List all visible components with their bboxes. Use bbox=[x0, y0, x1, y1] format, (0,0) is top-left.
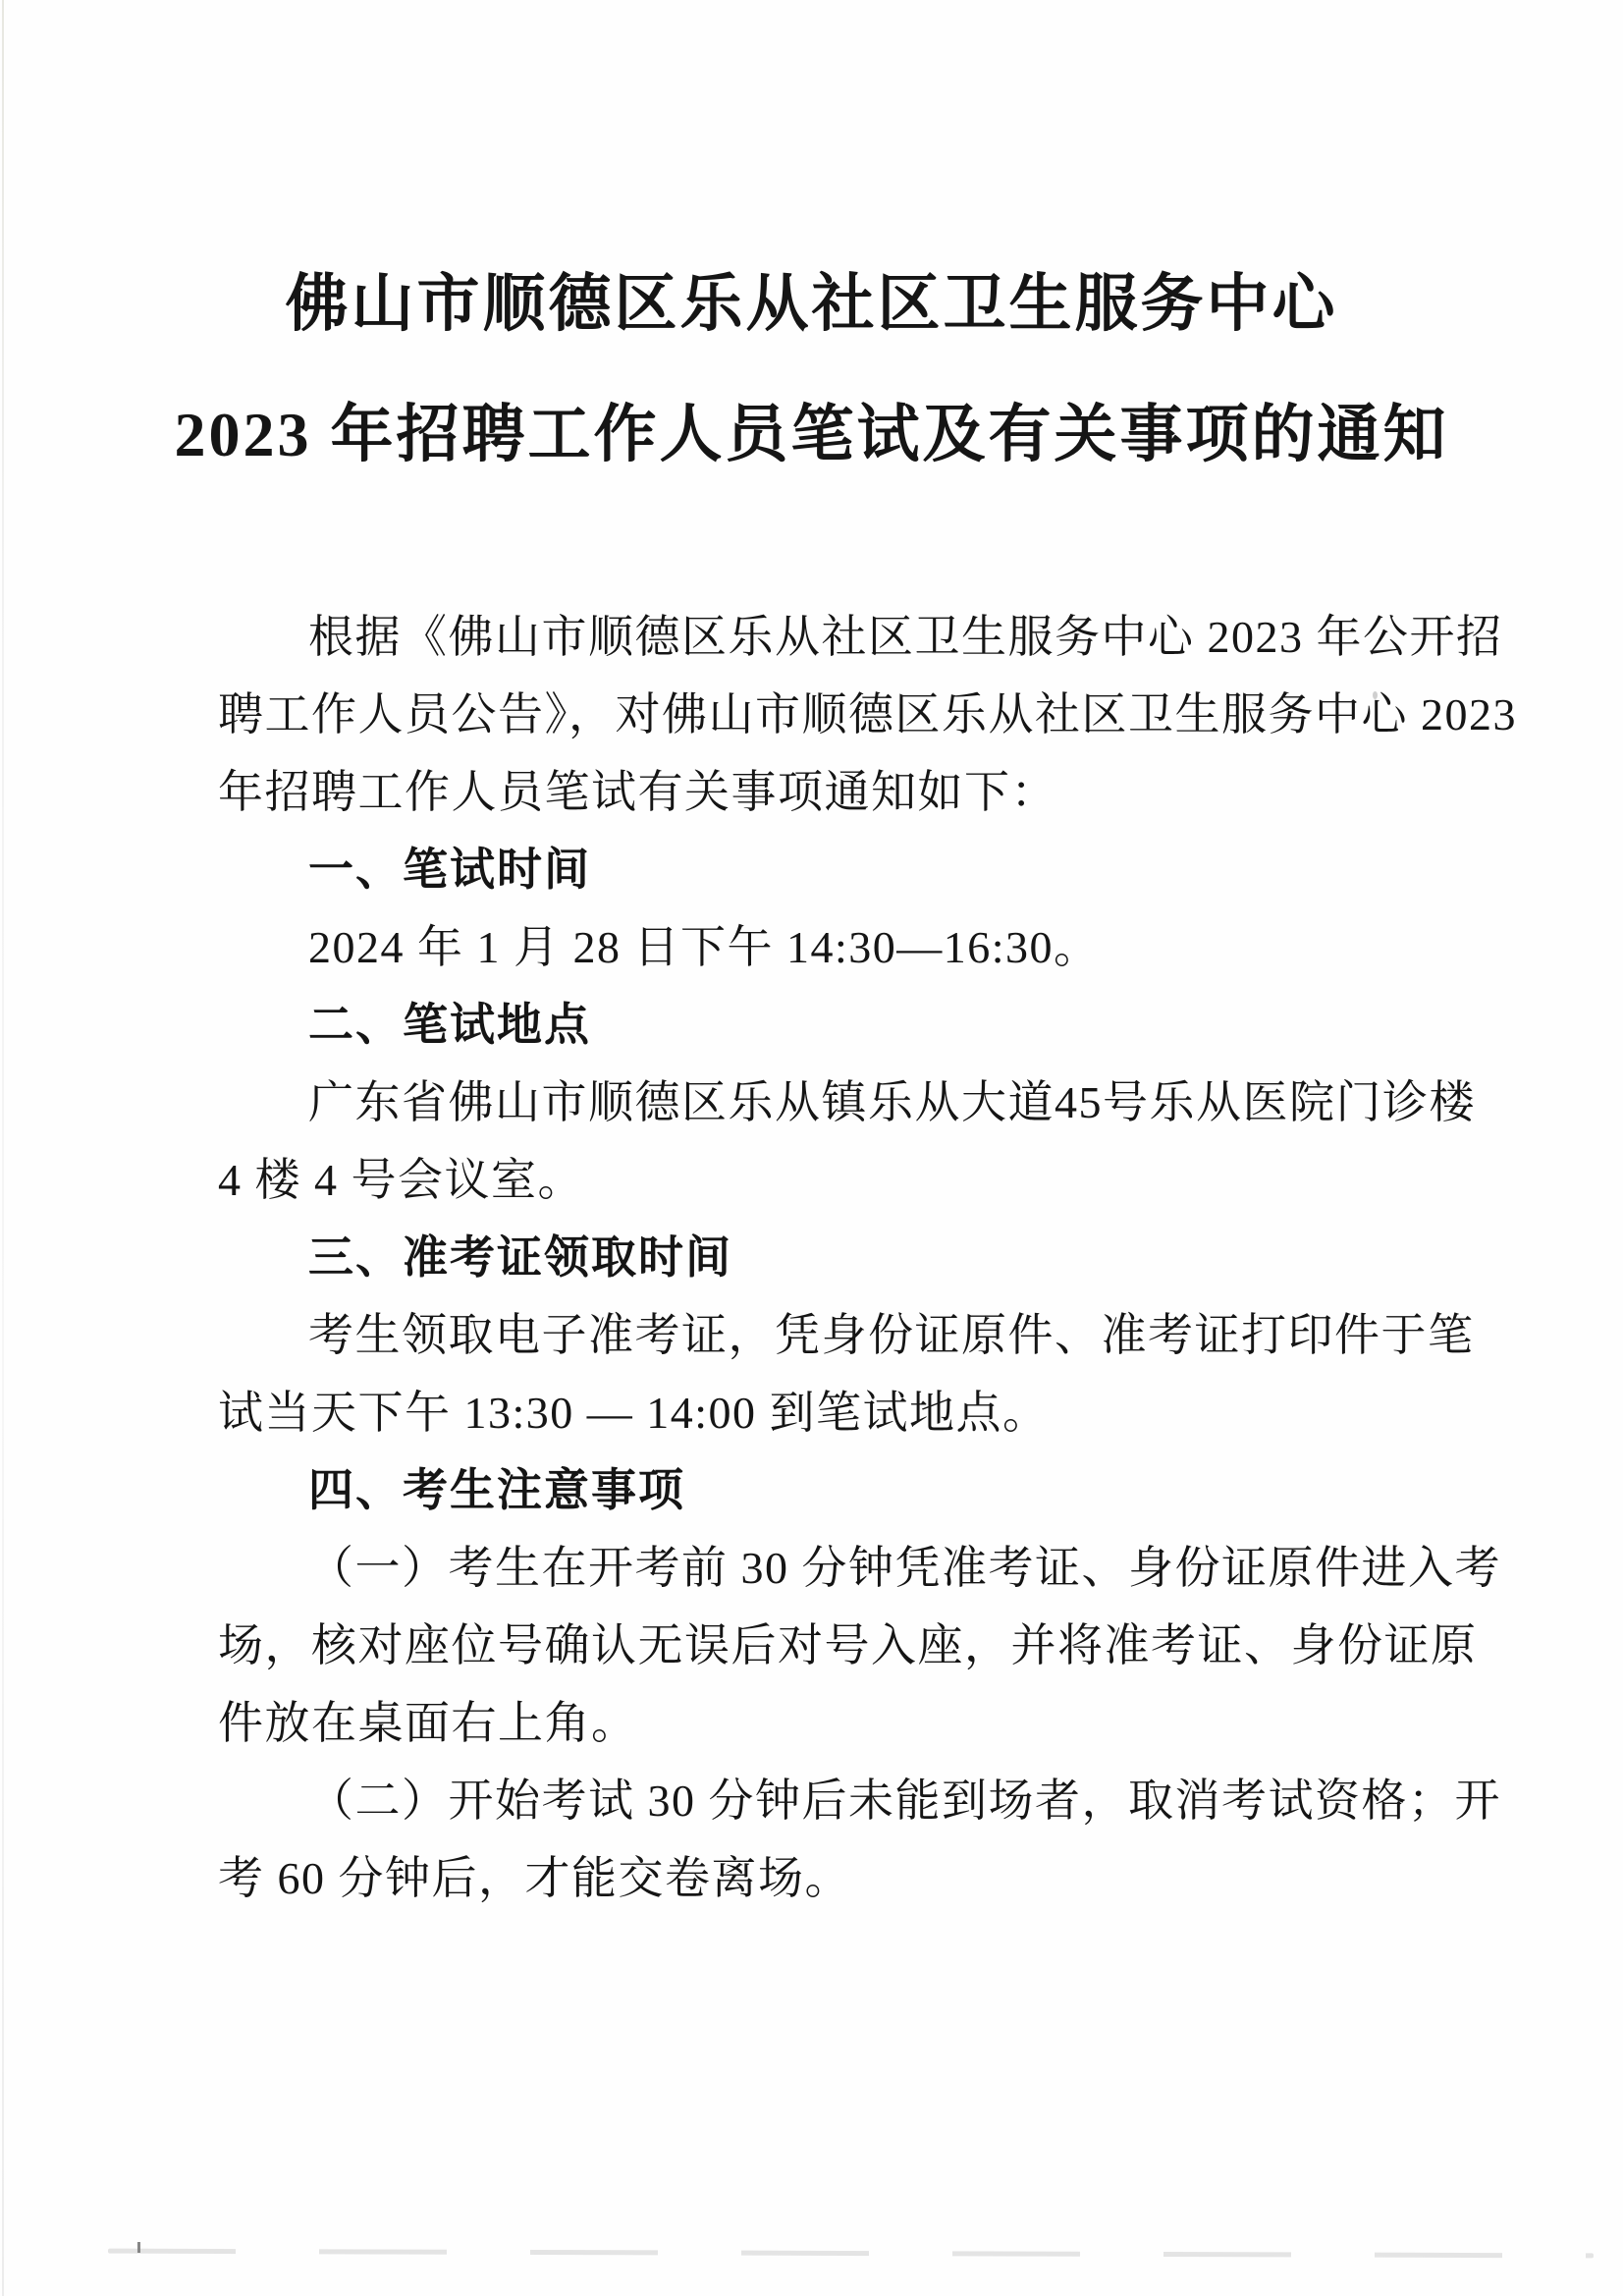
scan-edge-artifact bbox=[2, 0, 4, 2296]
section-heading: 一、笔试时间 bbox=[308, 844, 591, 895]
section-heading: 四、考生注意事项 bbox=[308, 1464, 685, 1515]
document-line: 考 60 分钟后，才能交卷离场。 bbox=[218, 1853, 851, 1903]
document-body bbox=[218, 598, 1517, 1917]
document-line: 场，核对座位号确认无误后对号入座，并将准考证、身份证原 bbox=[218, 1620, 1478, 1670]
document-title-line2: 2023 年招聘工作人员笔试及有关事项的通知 bbox=[174, 400, 1449, 469]
document-line: 广东省佛山市顺德区乐从镇乐从大道45号乐从医院门诊楼 bbox=[308, 1077, 1476, 1127]
document-title-line1: 佛山市顺德区乐从社区卫生服务中心 bbox=[285, 269, 1338, 339]
section-heading: 三、准考证领取时间 bbox=[308, 1231, 732, 1283]
document-line: 根据《佛山市顺德区乐从社区卫生服务中心 2023 年公开招 bbox=[308, 612, 1503, 662]
document-line: 年招聘工作人员笔试有关事项通知如下： bbox=[218, 767, 1057, 817]
document-line: 2024 年 1 月 28 日下午 14:30—16:30。 bbox=[308, 922, 1101, 972]
section-heading: 二、笔试地点 bbox=[308, 999, 591, 1050]
document-line: 4 楼 4 号会议室。 bbox=[218, 1155, 584, 1205]
document-line: 考生领取电子准考证，凭身份证原件、准考证打印件于笔 bbox=[308, 1310, 1475, 1360]
document-line: （二）开始考试 30 分钟后未能到场者，取消考试资格；开 bbox=[308, 1776, 1501, 1826]
document-line: （一）考生在开考前 30 分钟凭准考证、身份证原件进入考 bbox=[308, 1543, 1501, 1593]
document-line: 试当天下午 13:30 — 14:00 到笔试地点。 bbox=[218, 1388, 1050, 1438]
scan-bottom-artifact bbox=[108, 2249, 1594, 2259]
document-line: 聘工作人员公告》，对佛山市顺德区乐从社区卫生服务中心 2023 bbox=[218, 689, 1517, 739]
scan-speck-artifact bbox=[1373, 691, 1378, 699]
document-line: 件放在桌面右上角。 bbox=[218, 1698, 638, 1748]
